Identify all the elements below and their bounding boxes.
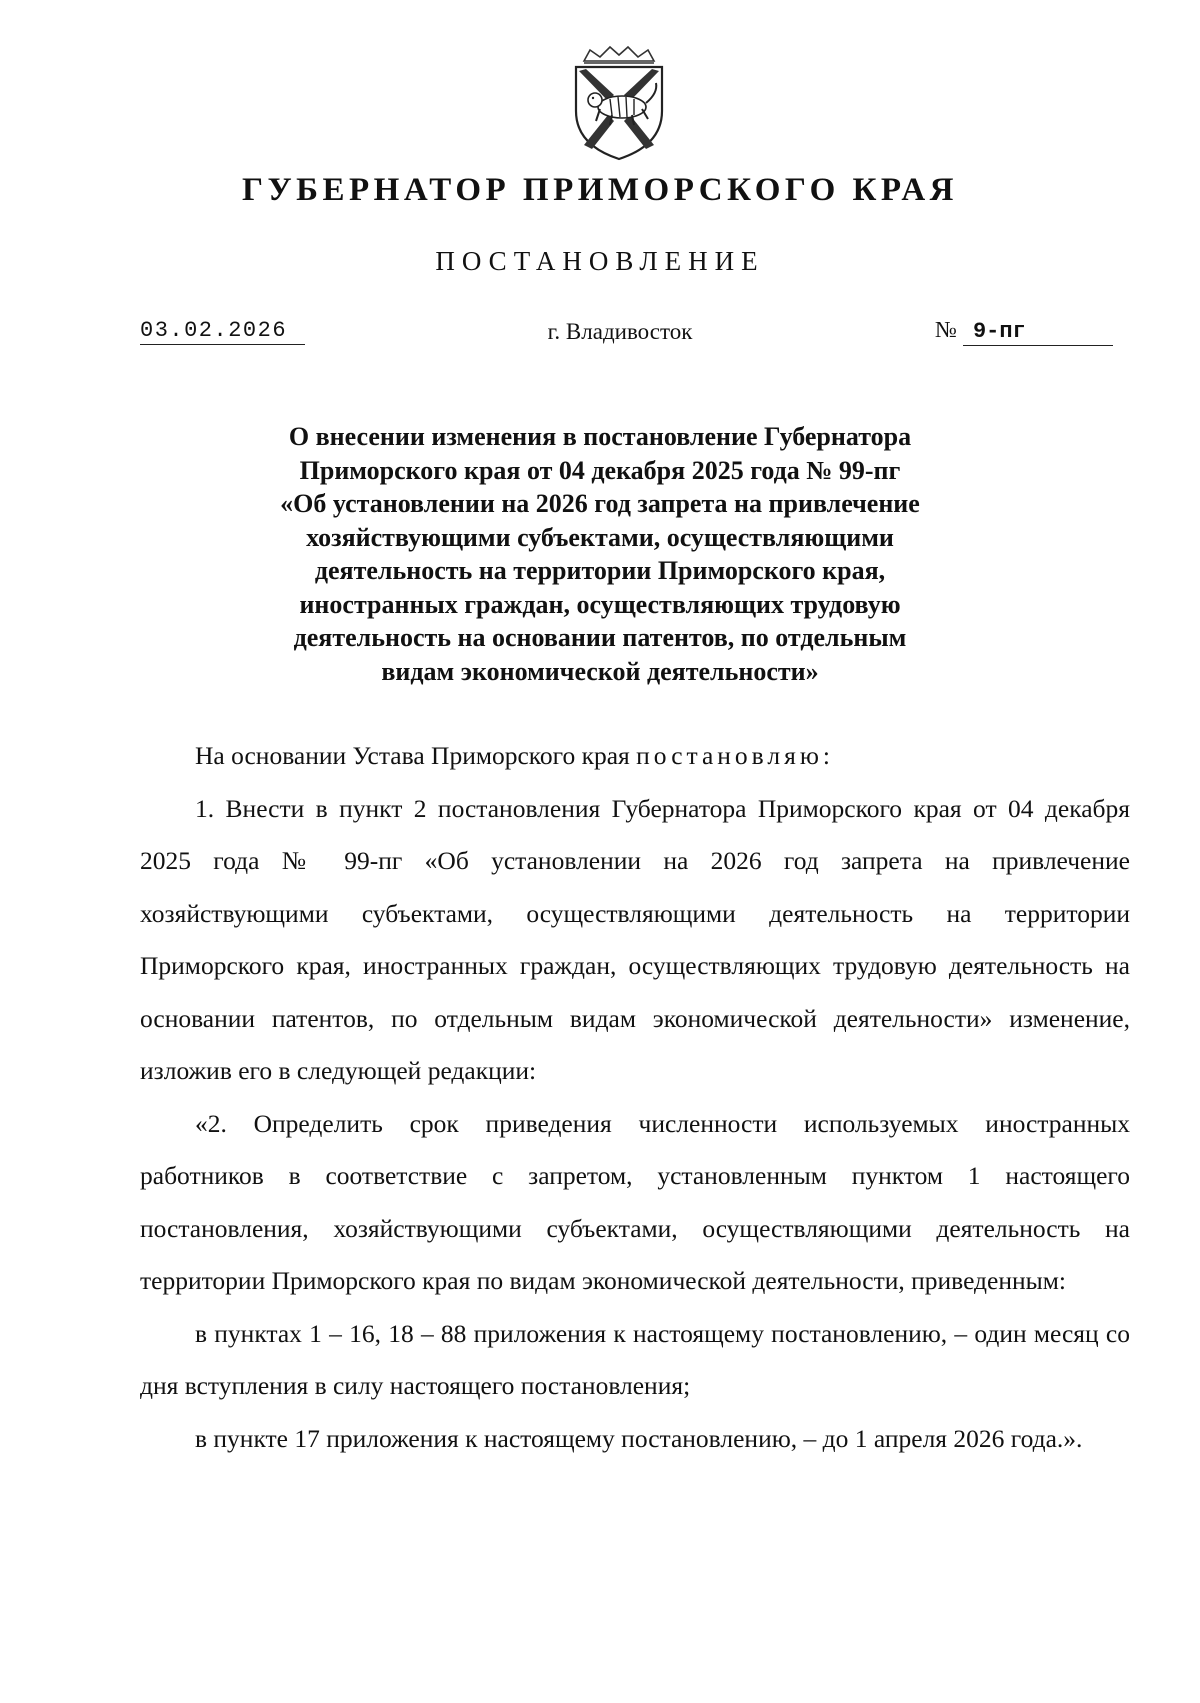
body-paragraph: в пунктах 1 – 16, 18 – 88 приложения к настоящему постановлению, – один месяц со дня вступления в силу настоящего постановления;: [140, 1318, 1130, 1400]
intro-text: На основании Устава Приморского края: [195, 741, 637, 770]
heading-line: деятельность на территории Приморского края,: [314, 556, 886, 585]
number-label: №: [935, 317, 957, 342]
coat-of-arms-icon: [570, 45, 668, 163]
heading-line: О внесении изменения в постановление Губернатора: [288, 422, 912, 451]
document-body: [140, 730, 1130, 1465]
body-paragraph: в пункте 17 приложения к настоящему постановлению, – до 1 апреля 2026 года.».: [195, 1423, 1083, 1453]
body-paragraph: «2. Определить срок приведения численности используемых иностранных работников в соответствие с запретом, установленным пунктом 1 настоящего постановления, хозяйствующими субъектами, осуществляющими деятельность на территории Приморского края по видам экономической деятельности, приведенным:: [140, 1108, 1130, 1295]
document-city: г. Владивосток: [547, 319, 693, 344]
number-value: 9-пг: [963, 319, 1113, 346]
document-date: 03.02.2026: [140, 318, 305, 345]
document-number: [935, 317, 1113, 346]
heading-line: Приморского края от 04 декабря 2025 года № 99-пг: [299, 455, 901, 485]
intro-paragraph: [140, 730, 1130, 783]
body-paragraph: 1. Внести в пункт 2 постановления Губернатора Приморского края от 04 декабря 2025 года № 99-пг «Об установлении на 2026 год запрета на привлечение хозяйствующими субъектами, осуществляющими деятельность на территории Приморского края, иностранных граждан, осуществляющих трудовую деятельность на основании патентов, по отдельным видам экономической деятельности» изменение, изложив его в следующей редакции:: [140, 793, 1130, 1085]
heading-line: иностранных граждан, осуществляющих трудовую: [299, 589, 901, 619]
resolve-word: постановляю:: [636, 741, 834, 770]
heading-line: хозяйствующими субъектами, осуществляющими: [306, 522, 894, 552]
issuing-authority: ГУБЕРНАТОР ПРИМОРСКОГО КРАЯ: [241, 172, 959, 208]
heading-line: деятельность на основании патентов, по отдельным: [293, 623, 907, 652]
document-type: ПОСТАНОВЛЕНИЕ: [435, 246, 765, 276]
document-heading: [180, 420, 1020, 688]
heading-line: «Об установлении на 2026 год запрета на привлечение: [280, 489, 920, 518]
heading-line: видам экономической деятельности»: [381, 656, 819, 686]
